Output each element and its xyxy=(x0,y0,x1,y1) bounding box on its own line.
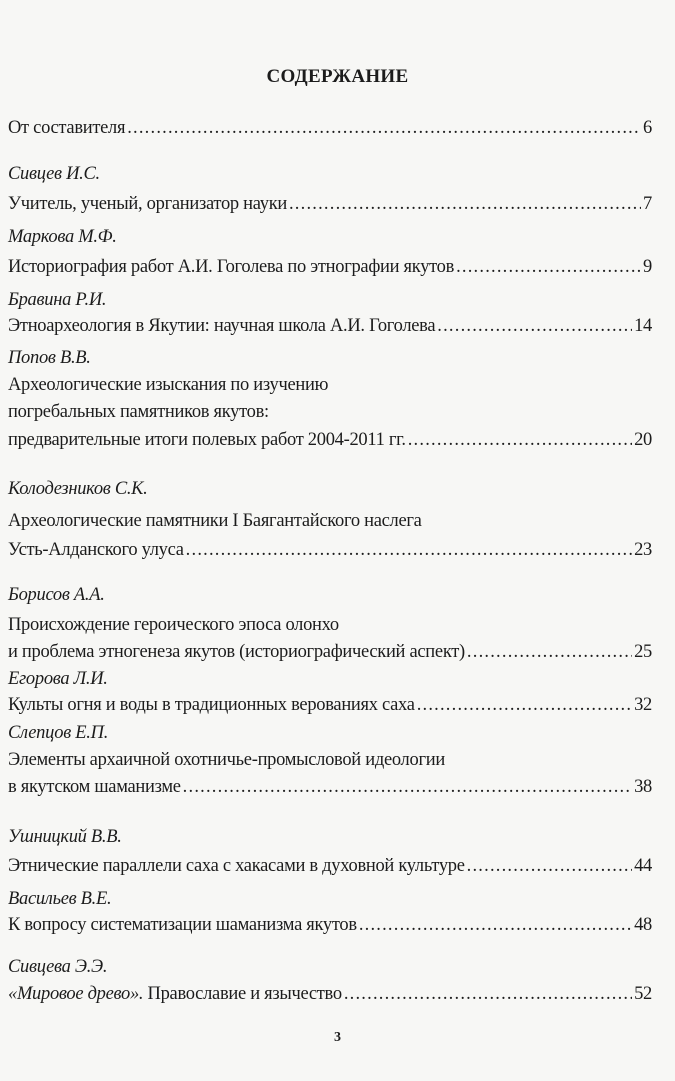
entry-title: Культы огня и воды в традиционных верованиях саха xyxy=(8,695,415,715)
page-ref: 9 xyxy=(643,257,652,277)
toc-entry[interactable] xyxy=(8,914,652,936)
page-ref: 48 xyxy=(634,915,652,935)
toc-entry[interactable] xyxy=(8,694,652,716)
dot-leader xyxy=(186,539,632,561)
dot-leader xyxy=(289,193,641,215)
page-number: 3 xyxy=(334,1030,341,1045)
entry-title: Усть-Алданского улуса xyxy=(8,540,184,560)
entry-title-line: Археологические памятники I Баягантайского наслега xyxy=(8,511,422,531)
dot-leader xyxy=(437,315,632,337)
page-ref: 32 xyxy=(634,695,652,715)
entry-title: в якутском шаманизме xyxy=(8,777,181,797)
entry-title: Этноархеология в Якутии: научная школа А.И. Гоголева xyxy=(8,316,436,336)
page-ref: 7 xyxy=(643,194,652,214)
entry-title: Историография работ А.И. Гоголева по этнографии якутов xyxy=(8,257,455,277)
toc-entry[interactable] xyxy=(8,776,652,798)
dot-leader xyxy=(467,641,632,663)
entry-title: и проблема этногенеза якутов (историографический аспект) xyxy=(8,642,465,662)
entry-author: Попов В.В. xyxy=(8,348,91,368)
entry-title: Этнические параллели саха с хакасами в духовной культуре xyxy=(8,856,465,876)
entry-author: Бравина Р.И. xyxy=(8,290,107,310)
toc-entry[interactable] xyxy=(8,429,652,451)
page-ref: 6 xyxy=(643,118,652,138)
entry-author: Борисов А.А. xyxy=(8,585,105,605)
entry-author: Ушницкий В.В. xyxy=(8,827,122,847)
toc-entry[interactable] xyxy=(8,983,652,1005)
dot-leader xyxy=(183,776,632,798)
page-ref: 44 xyxy=(634,856,652,876)
dot-leader xyxy=(344,983,632,1005)
page-ref: 20 xyxy=(634,430,652,450)
entry-author: Васильев В.Е. xyxy=(8,889,112,909)
toc-entry[interactable] xyxy=(8,855,652,877)
toc-entry[interactable] xyxy=(8,193,652,215)
dot-leader xyxy=(127,117,641,139)
entry-title-line: Археологические изыскания по изучению xyxy=(8,375,329,395)
entry-title: Учитель, ученый, организатор науки xyxy=(8,194,287,214)
toc-entry[interactable] xyxy=(8,539,652,561)
dot-leader xyxy=(456,256,641,278)
entry-title: К вопросу систематизации шаманизма якутов xyxy=(8,915,357,935)
entry-author: Егорова Л.И. xyxy=(8,669,108,689)
toc-entry[interactable] xyxy=(8,315,652,337)
entry-title-line: Происхождение героического эпоса олонхо xyxy=(8,615,339,635)
dot-leader xyxy=(417,694,632,716)
entry-title: Православие и язычество xyxy=(143,984,342,1004)
entry-author: Колодезников С.К. xyxy=(8,479,148,499)
page-ref: 38 xyxy=(634,777,652,797)
entry-title: От составителя xyxy=(8,118,126,138)
entry-title-line: погребальных памятников якутов: xyxy=(8,402,269,422)
entry-title-line: Элементы архаичной охотничье-промысловой идеологии xyxy=(8,750,445,770)
toc-entry[interactable] xyxy=(8,256,652,278)
toc-entry[interactable] xyxy=(8,641,652,663)
dot-leader xyxy=(359,914,632,936)
dot-leader xyxy=(467,855,632,877)
page-ref: 23 xyxy=(634,540,652,560)
toc-heading: СОДЕРЖАНИЕ xyxy=(266,66,409,87)
page-ref: 52 xyxy=(634,984,652,1004)
entry-author: Сивцева Э.Э. xyxy=(8,957,108,977)
page-ref: 25 xyxy=(634,642,652,662)
entry-author: Слепцов Е.П. xyxy=(8,723,109,743)
dot-leader xyxy=(408,429,632,451)
page-ref: 14 xyxy=(634,316,652,336)
entry-title: предварительные итоги полевых работ 2004-2011 гг. xyxy=(8,430,406,450)
entry-title-italic: «Мировое древо». xyxy=(8,984,144,1004)
entry-author: Сивцев И.С. xyxy=(8,164,100,184)
entry-author: Маркова М.Ф. xyxy=(8,227,117,247)
toc-entry-preface[interactable] xyxy=(8,117,652,139)
